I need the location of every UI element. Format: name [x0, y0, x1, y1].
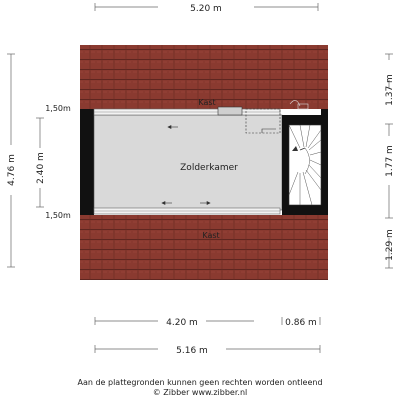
dim-bottom-right: 0.86 m [285, 318, 317, 328]
wall-right [321, 109, 328, 215]
dim-bottom-total: 5.16 m [176, 346, 208, 356]
stair-wall-side [282, 125, 289, 205]
dim-left-middle: 2.40 m [36, 152, 46, 184]
dim-left-lower-height: 1,50m [45, 211, 71, 220]
hatch [218, 107, 242, 115]
footer-disclaimer: Aan de plattegronden kunnen geen rechten worden ontleend [77, 378, 323, 387]
dim-right-bottom: 1.29 m [385, 229, 395, 261]
dim-top-total: 5.20 m [190, 4, 222, 14]
wall-left [80, 109, 94, 215]
stair-wall-top [282, 115, 321, 125]
roof-bottom [80, 215, 328, 280]
room-label-zolderkamer: Zolderkamer [180, 163, 238, 173]
footer-credit: © Zibber www.zibber.nl [152, 388, 248, 397]
dim-left-total: 4.76 m [7, 154, 17, 186]
dim-right-middle: 1.77 m [385, 145, 395, 177]
room-label-kast-top: Kast [198, 98, 216, 107]
dim-right-top: 1.37 m [385, 74, 395, 106]
dim-left-upper-height: 1,50m [45, 104, 71, 113]
room-label-kast-bottom: Kast [202, 231, 220, 240]
dim-bottom-left: 4.20 m [166, 318, 198, 328]
stair-wall-bottom [282, 205, 321, 215]
